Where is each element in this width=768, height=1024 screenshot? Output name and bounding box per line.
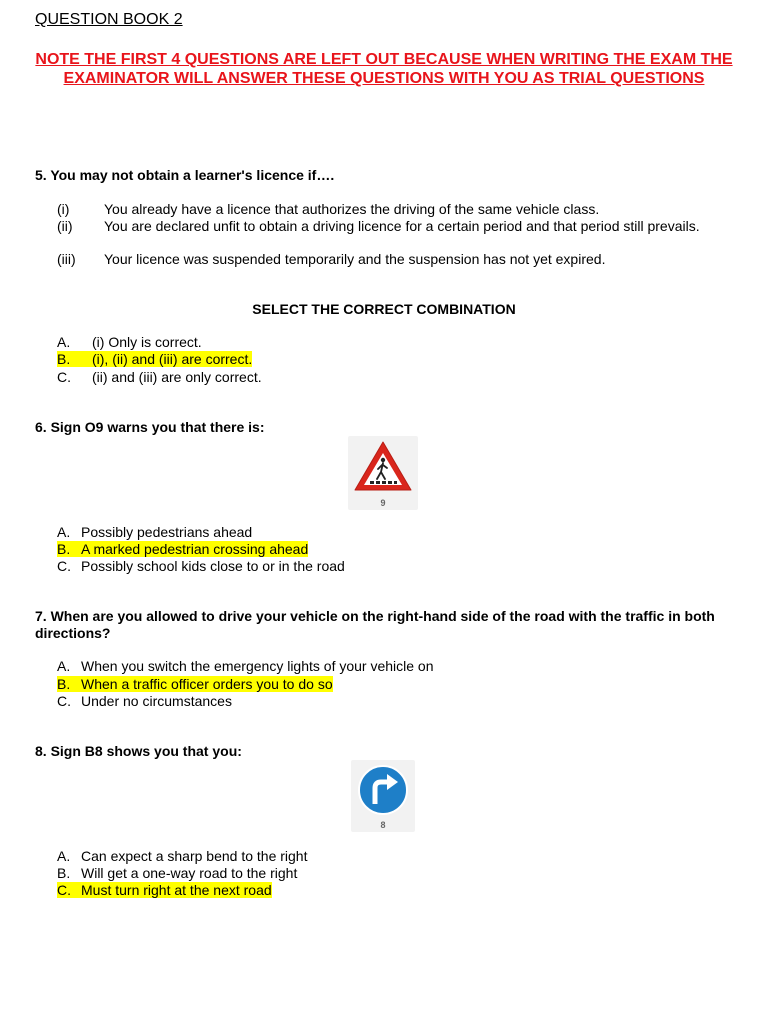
option-letter: C. (57, 882, 71, 898)
option-letter: A. (57, 334, 71, 350)
option-text: (i), (ii) and (iii) are correct. (92, 351, 253, 367)
option-letter: C. (57, 558, 71, 574)
statement-i (57, 201, 737, 217)
q5-option-c[interactable] (57, 369, 262, 386)
option-text: Will get a one-way road to the right (81, 865, 298, 881)
exam-note: NOTE THE FIRST 4 QUESTIONS ARE LEFT OUT BECAUSE WHEN WRITING THE EXAM THE EXAMINATOR WILL ANSWER THESE QUESTIONS WITH YOU AS TRIAL QUESTIONS (35, 51, 733, 87)
option-text: Under no circumstances (81, 693, 232, 709)
statement-iii (57, 251, 737, 267)
q7-option-c[interactable] (57, 693, 232, 710)
pedestrian-crossing-warning-icon (348, 436, 418, 498)
option-letter: A. (57, 658, 71, 674)
turn-right-arrow-icon (351, 760, 415, 820)
q8-option-c[interactable] (57, 882, 272, 899)
statement-number: (iii) (57, 251, 76, 267)
option-text: When you switch the emergency lights of your vehicle on (81, 658, 434, 674)
question-8: 8. Sign B8 shows you that you: (35, 743, 242, 759)
option-text: Possibly school kids close to or in the road (81, 558, 345, 574)
question-7: 7. When are you allowed to drive your vehicle on the right-hand side of the road with the traffic in both directions? (35, 608, 715, 641)
q8-option-a[interactable] (57, 848, 307, 865)
option-letter: B. (57, 541, 71, 557)
option-text: When a traffic officer orders you to do so (81, 676, 333, 692)
q5-option-a[interactable] (57, 334, 202, 351)
option-text: (ii) and (iii) are only correct. (92, 369, 262, 385)
question-5: 5. You may not obtain a learner's licence if…. (35, 167, 335, 183)
sign-b8-image (351, 760, 415, 832)
sign-o9-image (348, 436, 418, 510)
option-text: (i) Only is correct. (92, 334, 202, 350)
question-6: 6. Sign O9 warns you that there is: (35, 419, 265, 435)
option-letter: A. (57, 848, 71, 864)
statement-ii (57, 218, 737, 250)
statement-text: Your licence was suspended temporarily and the suspension has not yet expired. (104, 251, 606, 267)
option-text: Possibly pedestrians ahead (81, 524, 253, 540)
option-letter: B. (57, 676, 71, 692)
q6-option-a[interactable] (57, 524, 252, 541)
statement-text: You already have a licence that authorizes the driving of the same vehicle class. (104, 201, 600, 217)
q6-option-b[interactable] (57, 541, 308, 558)
option-letter: C. (57, 693, 71, 709)
statement-number: (i) (57, 201, 70, 217)
q7-option-b[interactable] (57, 676, 333, 693)
option-text: Can expect a sharp bend to the right (81, 848, 308, 864)
page-title: QUESTION BOOK 2 (35, 11, 183, 28)
q6-option-c[interactable] (57, 558, 345, 575)
q7-option-a[interactable] (57, 658, 434, 675)
statement-number: (ii) (57, 218, 73, 234)
option-letter: B. (57, 865, 71, 881)
q8-option-b[interactable] (57, 865, 297, 882)
statement-text: You are declared unfit to obtain a driving licence for a certain period and that period still prevails. (104, 218, 700, 234)
sign-number: 8 (380, 820, 386, 830)
instruction-heading: SELECT THE CORRECT COMBINATION (252, 301, 516, 317)
option-text: A marked pedestrian crossing ahead (81, 541, 309, 557)
option-letter: A. (57, 524, 71, 540)
q5-option-b[interactable] (57, 351, 252, 368)
option-letter: C. (57, 369, 71, 385)
sign-number: 9 (380, 498, 386, 508)
option-letter: B. (57, 351, 71, 367)
option-text: Must turn right at the next road (81, 882, 272, 898)
